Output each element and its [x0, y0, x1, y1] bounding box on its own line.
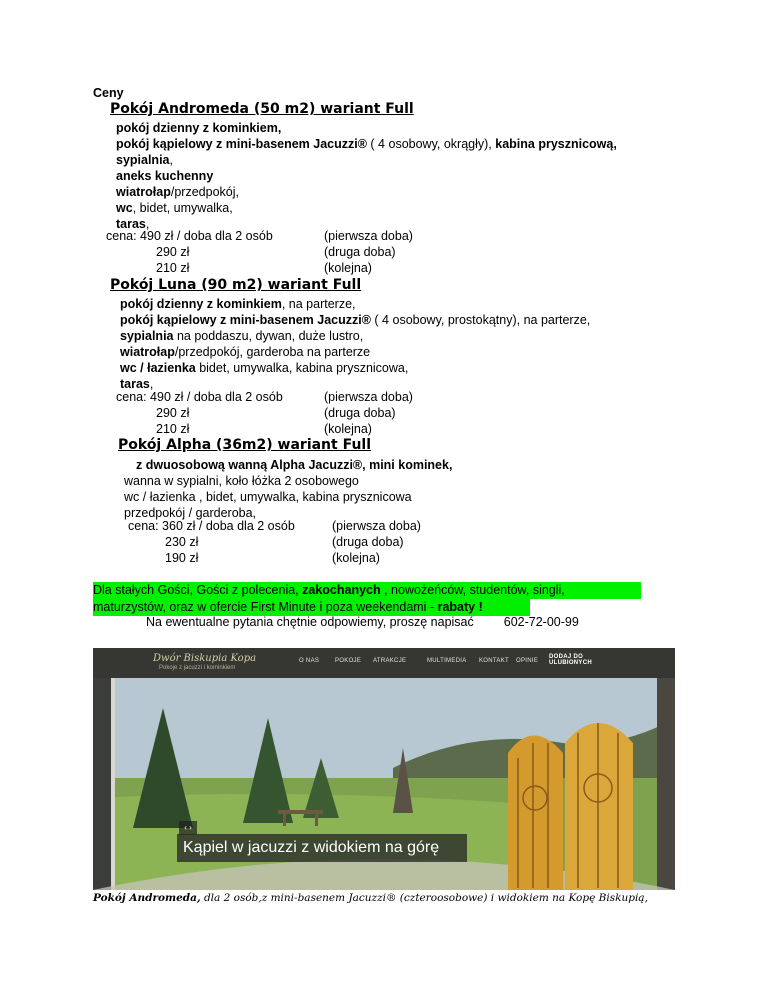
- room-photo: [93, 648, 675, 890]
- price-label: cena: 490 zł / doba dla 2 osób: [116, 390, 283, 404]
- room-title-luna: Pokój Luna (90 m2) wariant Full: [110, 277, 362, 293]
- photo-caption: [93, 892, 648, 904]
- price-label: cena: 360 zł / doba dla 2 osób: [128, 519, 295, 533]
- promo-text-a: Dla stałych Gości, Gości z polecenia,: [93, 583, 303, 597]
- feature-text: wc / łazienka: [120, 361, 196, 375]
- price-note: (kolejna): [324, 261, 372, 275]
- price-label: 230 zł: [165, 535, 199, 549]
- nav-multimedia[interactable]: MULTIMEDIA: [427, 658, 467, 664]
- feature-text: ,: [169, 153, 173, 167]
- feature-line: [124, 474, 359, 489]
- feature-text: bidet, umywalka, kabina prysznicowa,: [195, 361, 409, 375]
- feature-line: [116, 121, 281, 136]
- feature-text: sypialnia: [116, 153, 170, 167]
- price-note: (druga doba): [332, 535, 404, 549]
- feature-text: ,: [149, 377, 154, 391]
- feature-line: [116, 185, 239, 200]
- promo-line-2: [93, 599, 483, 616]
- contact-text: Na ewentualne pytania chętnie odpowiemy, proszę napisać: [146, 615, 474, 629]
- site-navbar: [93, 648, 675, 678]
- nav-dodaj-line1: DODAJ DO: [549, 654, 584, 660]
- contact-phone: 602-72-00-99: [503, 615, 579, 629]
- feature-text: , na parterze,: [281, 297, 356, 311]
- promo-text-d: maturzystów, oraz w ofercie First Minute i poza weekendami -: [93, 600, 438, 614]
- price-label: 290 zł: [156, 406, 190, 420]
- price-note: (kolejna): [324, 422, 372, 436]
- feature-text: taras: [116, 217, 146, 231]
- feature-text: pokój dzienny z kominkiem,: [116, 121, 282, 135]
- feature-line: [116, 137, 617, 152]
- feature-text: na poddaszu, dywan, duże lustro,: [173, 329, 364, 343]
- nav-pokoje[interactable]: POKOJE: [335, 658, 362, 664]
- room-title-andromeda: Pokój Andromeda (50 m2) wariant Full: [110, 101, 414, 117]
- photo-caption-text: dla 2 osób,z mini-basenem Jacuzzi® (czteroosobowe) i widokiem na Kopę Biskupią,: [200, 892, 648, 904]
- feature-line: [116, 169, 213, 184]
- feature-text: aneks kuchenny: [116, 169, 214, 183]
- photo-caption-room: Pokój Andromeda,: [93, 892, 201, 904]
- feature-text: wanna w sypialni, koło łóżka 2 osobowego: [124, 474, 359, 488]
- feature-text: pokój dzienny z kominkiem: [120, 297, 282, 311]
- promo-text-c: , nowożeńców, studentów, singli,: [380, 583, 565, 597]
- feature-text: przedpokój / garderoba,: [124, 506, 257, 520]
- nav-kontakt[interactable]: KONTAKT: [479, 658, 509, 664]
- feature-text: wc / łazienka , bidet, umywalka, kabina prysznicowa: [124, 490, 412, 504]
- page-heading: Ceny: [93, 86, 124, 100]
- feature-text: , bidet, umywalka,: [132, 201, 233, 215]
- price-note: (pierwsza doba): [324, 229, 413, 243]
- feature-text: wiatrołap: [120, 345, 175, 359]
- feature-line: [120, 297, 356, 312]
- site-logo[interactable]: Dwór Biskupia Kopa: [153, 653, 257, 664]
- room-title-alpha: Pokój Alpha (36m2) wariant Full: [118, 437, 372, 453]
- nav-dodaj[interactable]: [549, 654, 592, 666]
- feature-text: ( 4 osobowy, okrągły),: [366, 137, 496, 151]
- price-note: (kolejna): [332, 551, 380, 565]
- feature-line: [120, 329, 363, 344]
- feature-text: /przedpokój,: [170, 185, 239, 199]
- price-label: 190 zł: [165, 551, 199, 565]
- feature-text: wiatrołap: [116, 185, 171, 199]
- feature-line: [116, 201, 233, 216]
- feature-line: [120, 361, 408, 376]
- price-note: (druga doba): [324, 245, 396, 259]
- feature-text: pokój kąpielowy z mini-basenem Jacuzzi®: [120, 313, 371, 327]
- feature-line: [136, 458, 452, 473]
- feature-text: ,: [145, 217, 150, 231]
- slide-caption: Kąpiel w jacuzzi z widokiem na górę: [177, 834, 467, 862]
- feature-line: [120, 345, 370, 360]
- feature-text: pokój kąpielowy z mini-basenem Jacuzzi®: [116, 137, 367, 151]
- feature-text: wc: [116, 201, 133, 215]
- slider-arrows-icon[interactable]: ‹ ›: [179, 821, 197, 835]
- feature-text: z dwuosobową wanną Alpha Jacuzzi®, mini kominek,: [136, 458, 453, 472]
- promo-discount: rabaty !: [437, 600, 483, 614]
- feature-text: kabina prysznicową,: [495, 137, 617, 151]
- price-label: cena: 490 zł / doba dla 2 osób: [106, 229, 273, 243]
- feature-line: [124, 490, 412, 505]
- feature-text: sypialnia: [120, 329, 174, 343]
- feature-line: [120, 313, 590, 328]
- nav-dodaj-line2: ULUBIONYCH: [549, 660, 592, 666]
- nav-atrakcje[interactable]: ATRAKCJE: [373, 658, 407, 664]
- contact-line: [146, 615, 579, 630]
- price-label: 290 zł: [156, 245, 190, 259]
- feature-text: /przedpokój, garderoba na parterze: [174, 345, 371, 359]
- feature-text: ( 4 osobowy, prostokątny), na parterze,: [370, 313, 591, 327]
- nav-opinie[interactable]: OPINIE: [516, 658, 539, 664]
- nav-o-nas[interactable]: O NAS: [299, 658, 320, 664]
- feature-text: taras: [120, 377, 150, 391]
- price-label: 210 zł: [156, 261, 190, 275]
- price-note: (pierwsza doba): [324, 390, 413, 404]
- site-logo-subtitle: Pokoje z jacuzzi i kominkiem: [159, 665, 236, 671]
- price-note: (pierwsza doba): [332, 519, 421, 533]
- feature-line: [116, 153, 173, 168]
- promo-line-1: [93, 582, 565, 599]
- price-note: (druga doba): [324, 406, 396, 420]
- promo-text-b: zakochanych: [302, 583, 381, 597]
- price-label: 210 zł: [156, 422, 190, 436]
